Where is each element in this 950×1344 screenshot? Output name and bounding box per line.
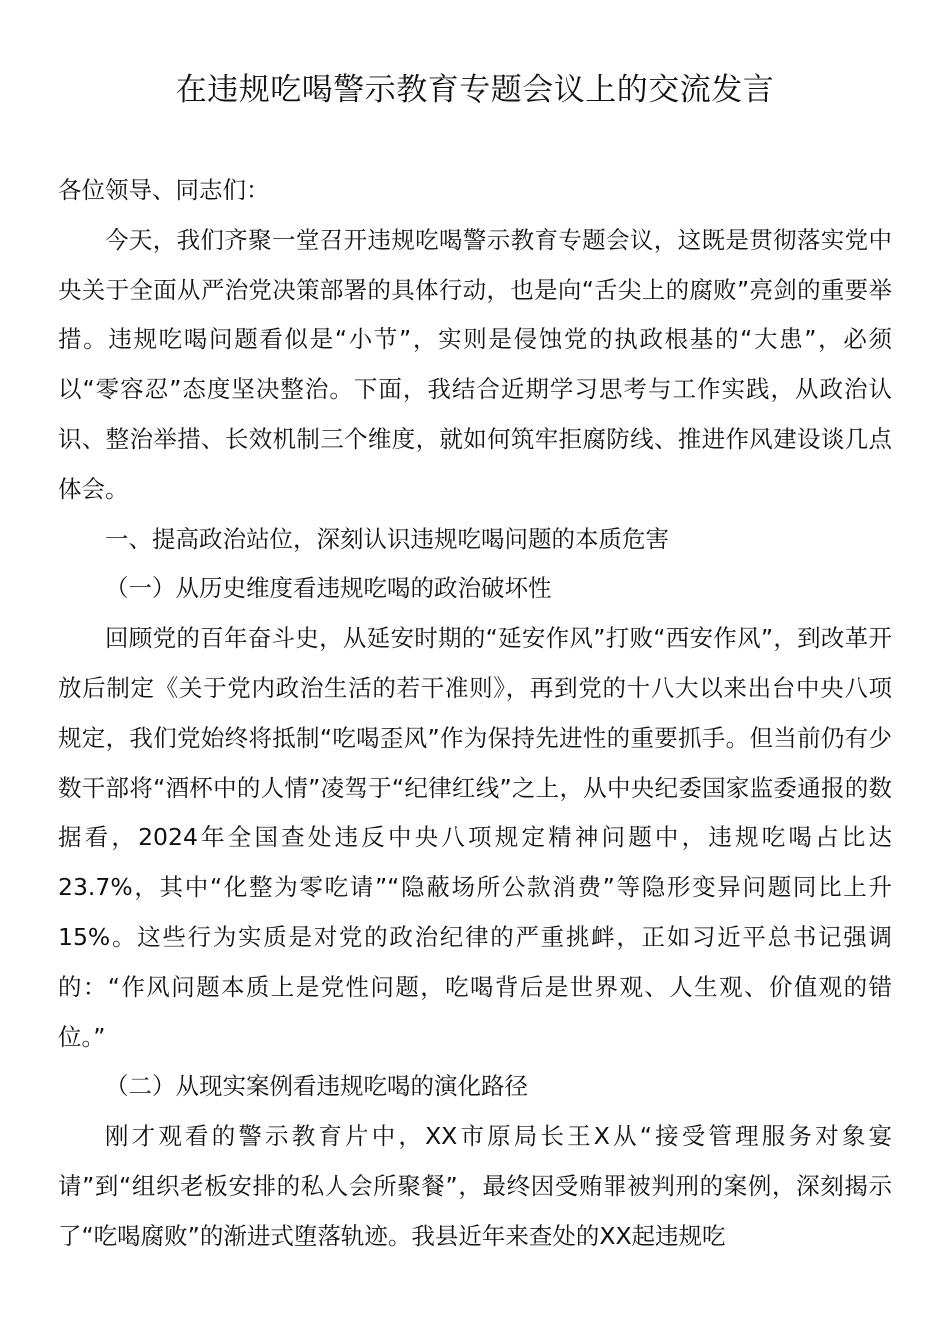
subsection-2-heading: （二）从现实案例看违规吃喝的演化路径: [105, 1072, 528, 1101]
section-1-heading: 一、提高政治站位，深刻认识违规吃喝问题的本质危害: [105, 524, 669, 553]
subsection-2-paragraph: 刚才观看的警示教育片中，XX市原局长王X从“接受管理服务对象宴请”到“组织老板安排的私人会所聚餐”，最终因受贿罪被判刑的案例，深刻揭示了“吃喝腐败”的渐进式堕落轨迹。我县近年来查处的XX起违规吃: [58, 1122, 892, 1250]
salutation: 各位领导、同志们：: [58, 176, 270, 204]
document-body: [58, 166, 892, 1262]
subsection-1-paragraph: 回顾党的百年奋斗史，从延安时期的“延安作风”打败“西安作风”，到改革开放后制定《关于党内政治生活的若干准则》，再到党的十八大以来出台中央八项规定，我们党始终将抵制“吃喝歪风”作为保持先进性的重要抓手。但当前仍有少数干部将“酒杯中的人情”凌驾于“纪律红线”之上，从中央纪委国家监委通报的数据看，2024年全国查处违反中央八项规定精神问题中，违规吃喝占比达23.7%，其中“化整为零吃请”“隐蔽场所公款消费”等隐形变异问题同比上升15%。这些行为实质是对党的政治纪律的严重挑衅，正如习近平总书记强调的：“作风问题本质上是党性问题，吃喝背后是世界观、人生观、价值观的错位。”: [58, 624, 892, 1051]
document-title: 在违规吃喝警示教育专题会议上的交流发言: [175, 72, 775, 108]
intro-paragraph: 今天，我们齐聚一堂召开违规吃喝警示教育专题会议，这既是贯彻落实党中央关于全面从严治党决策部署的具体行动，也是向“舌尖上的腐败”亮剑的重要举措。违规吃喝问题看似是“小节”，实则是侵蚀党的执政根基的“大患”，必须以“零容忍”态度坚决整治。下面，我结合近期学习思考与工作实践，从政治认识、整治举措、长效机制三个维度，就如何筑牢拒腐防线、推进作风建设谈几点体会。: [58, 225, 892, 503]
subsection-1-heading: （一）从历史维度看违规吃喝的政治破坏性: [105, 574, 552, 603]
